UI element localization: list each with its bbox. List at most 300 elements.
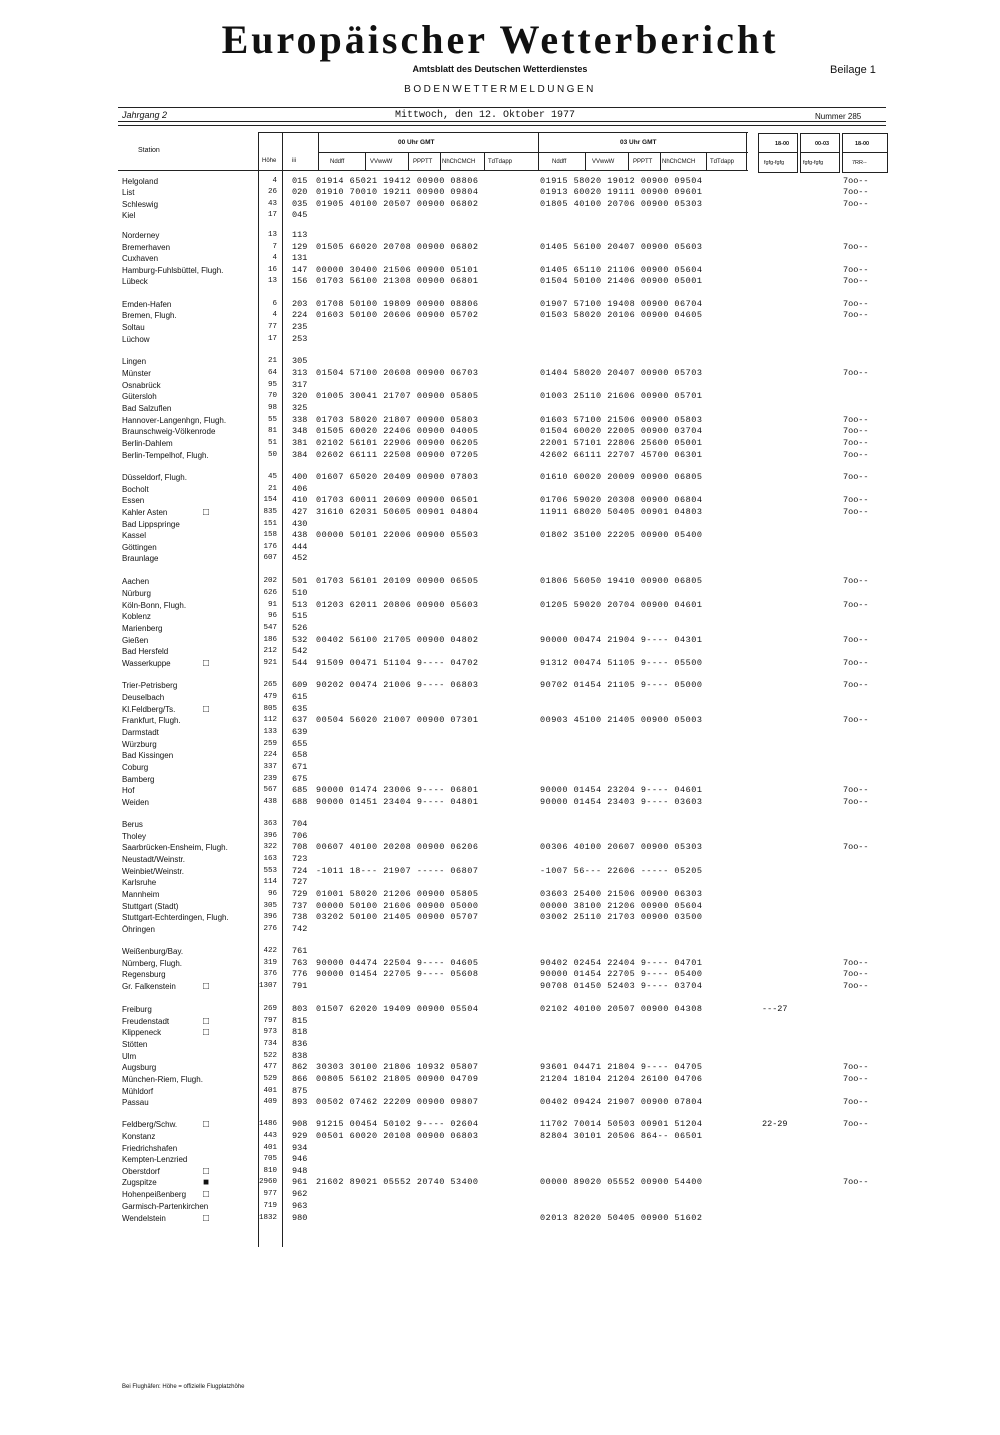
cell-g0: 00000 50101 22006 00900 05503 — [316, 530, 479, 540]
cell-iii: 815 — [292, 1016, 308, 1026]
cell-iii: 452 — [292, 553, 308, 563]
col-sep-g0 — [318, 132, 319, 170]
table-row — [0, 1143, 1000, 1154]
cell-sq: □ — [203, 1027, 210, 1038]
cell-iii: 313 — [292, 368, 308, 378]
table-row — [0, 380, 1000, 391]
cell-station: Stuttgart-Echterdingen, Flugh. — [122, 913, 229, 922]
cell-g0: 01905 40100 20507 00900 06802 — [316, 199, 479, 209]
cell-hoehe: 422 — [263, 947, 277, 955]
cell-station: Weinbiet/Weinstr. — [122, 867, 184, 876]
cell-hoehe: 1486 — [258, 1120, 277, 1128]
x3-bot-header: 7RR-- — [852, 160, 867, 166]
cell-g0: 01001 58020 21206 00900 05805 — [316, 889, 479, 899]
cell-g3: 00000 38100 21206 00900 05604 — [540, 901, 703, 911]
table-row — [0, 1213, 1000, 1224]
cell-station: Bad Lippspringe — [122, 520, 180, 529]
cell-iii: 410 — [292, 495, 308, 505]
cell-iii: 946 — [292, 1154, 308, 1164]
cell-hoehe: 607 — [263, 554, 277, 562]
cell-g3: 90000 01454 23204 9---- 04601 — [540, 785, 703, 795]
cell-hoehe: 479 — [263, 693, 277, 701]
cell-hoehe: 276 — [263, 925, 277, 933]
cell-iii: 510 — [292, 588, 308, 598]
x1-header-box — [758, 133, 798, 173]
cell-hoehe: 529 — [263, 1075, 277, 1083]
date-label: Mittwoch, den 12. Oktober 1977 — [395, 110, 576, 121]
cell-iii: 708 — [292, 842, 308, 852]
cell-station: Braunschweig-Völkenrode — [122, 427, 216, 436]
td-header-03: TdTdapp — [710, 159, 735, 165]
cell-station: Coburg — [122, 763, 149, 772]
cell-g3: 01802 35100 22205 00900 05400 — [540, 530, 703, 540]
x2-top-header: 00-03 — [815, 141, 830, 147]
table-row — [0, 426, 1000, 437]
cell-x3: 7oo-- — [843, 187, 869, 197]
cell-hoehe: 50 — [267, 451, 277, 459]
cell-g3: 21204 18104 21204 26100 04706 — [540, 1074, 703, 1084]
cell-station: Gr. Falkenstein — [122, 982, 176, 991]
cell-hoehe: 4 — [272, 177, 277, 185]
cell-g0: 00805 56102 21805 00900 04709 — [316, 1074, 479, 1084]
cell-iii: 224 — [292, 310, 308, 320]
col-sep-g3 — [538, 132, 539, 170]
cell-hoehe: 158 — [263, 531, 277, 539]
table-row — [0, 842, 1000, 853]
cell-g0: 01910 70010 19211 00900 09804 — [316, 187, 479, 197]
cell-g0: 01703 56101 20109 00900 06505 — [316, 576, 479, 586]
cell-iii: 615 — [292, 692, 308, 702]
jahrgang-label: Jahrgang 2 — [122, 110, 168, 120]
cell-x3: 7oo-- — [843, 242, 869, 252]
cell-iii: 406 — [292, 484, 308, 494]
cell-station: Ulm — [122, 1052, 137, 1061]
table-row — [0, 1154, 1000, 1165]
cell-x3: 7oo-- — [843, 176, 869, 186]
table-row — [0, 415, 1000, 426]
cell-hoehe: 973 — [263, 1028, 277, 1036]
cell-x3: 7oo-- — [843, 1119, 869, 1129]
subtitle: Amtsblatt des Deutschen Wetterdienstes — [412, 64, 588, 74]
cell-hoehe: 133 — [263, 728, 277, 736]
cell-hoehe: 337 — [263, 763, 277, 771]
table-row — [0, 831, 1000, 842]
cell-g3: 03002 25110 21703 00900 03500 — [540, 912, 703, 922]
cell-iii: 532 — [292, 635, 308, 645]
cell-x3: 7oo-- — [843, 276, 869, 286]
table-row — [0, 542, 1000, 553]
section-title: BODENWETTERMELDUNGEN — [404, 84, 596, 95]
header-line-top — [258, 132, 748, 133]
cell-station: Bad Kissingen — [122, 751, 174, 760]
cell-station: Hof — [122, 786, 135, 795]
cell-x1: 22-29 — [762, 1119, 788, 1129]
table-row — [0, 495, 1000, 506]
table-row — [0, 403, 1000, 414]
cell-g0: -1011 18--- 21907 ----- 06807 — [316, 866, 479, 876]
cell-hoehe: 719 — [263, 1202, 277, 1210]
station-header: Station — [138, 147, 160, 154]
cell-station: Oberstdorf — [122, 1167, 160, 1176]
cell-hoehe: 409 — [263, 1098, 277, 1106]
cell-station: Braunlage — [122, 554, 159, 563]
cell-iii: 542 — [292, 646, 308, 656]
table-row — [0, 1039, 1000, 1050]
cell-iii: 348 — [292, 426, 308, 436]
cell-g3: 01003 25110 21606 00900 05701 — [540, 391, 703, 401]
cell-hoehe: 186 — [263, 636, 277, 644]
cell-x3: 7oo-- — [843, 507, 869, 517]
cell-station: Regensburg — [122, 970, 166, 979]
cell-g3: 01805 40100 20706 00900 05303 — [540, 199, 703, 209]
cell-g0: 00402 56100 21705 00900 04802 — [316, 635, 479, 645]
cell-hoehe: 163 — [263, 855, 277, 863]
cell-hoehe: 363 — [263, 820, 277, 828]
cell-sq: □ — [203, 1016, 210, 1027]
table-row — [0, 1119, 1000, 1130]
nddff-header-00: Nddff — [330, 159, 345, 165]
sub-sep-8 — [706, 152, 707, 170]
cell-iii: 688 — [292, 797, 308, 807]
table-row — [0, 680, 1000, 691]
cell-hoehe: 21 — [267, 485, 277, 493]
cell-hoehe: 477 — [263, 1063, 277, 1071]
cell-iii: 729 — [292, 889, 308, 899]
cell-station: Saarbrücken-Ensheim, Flugh. — [122, 843, 228, 852]
x3-header-box — [842, 133, 888, 173]
cell-station: Berlin-Dahlem — [122, 439, 173, 448]
table-row — [0, 704, 1000, 715]
cell-g3: 00402 09424 21907 00900 07804 — [540, 1097, 703, 1107]
cell-x3: 7oo-- — [843, 842, 869, 852]
cell-iii: 727 — [292, 877, 308, 887]
cell-station: Freiburg — [122, 1005, 152, 1014]
cell-station: Berlin-Tempelhof, Flugh. — [122, 451, 209, 460]
cell-hoehe: 977 — [263, 1190, 277, 1198]
cell-sq: ■ — [203, 1177, 210, 1188]
cell-iii: 156 — [292, 276, 308, 286]
cell-hoehe: 26 — [267, 188, 277, 196]
cell-hoehe: 98 — [267, 404, 277, 412]
cell-x1: ---27 — [762, 1004, 788, 1014]
cell-station: Kl.Feldberg/Ts. — [122, 705, 176, 714]
vvwww-header-03: VVwwW — [592, 159, 615, 165]
cell-station: Tholey — [122, 832, 147, 841]
hoehe-header: Höhe — [262, 158, 277, 164]
cell-station: Bocholt — [122, 485, 149, 494]
cell-iii: 791 — [292, 981, 308, 991]
cell-station: Trier-Petrisberg — [122, 681, 178, 690]
cell-hoehe: 55 — [267, 416, 277, 424]
cell-station: Osnabrück — [122, 381, 161, 390]
table-row — [0, 1027, 1000, 1038]
cell-iii: 637 — [292, 715, 308, 725]
table-row — [0, 1097, 1000, 1108]
cell-g3: 90708 01450 52403 9---- 03704 — [540, 981, 703, 991]
table-row — [0, 739, 1000, 750]
table-row — [0, 187, 1000, 198]
cell-iii: 131 — [292, 253, 308, 263]
table-row — [0, 924, 1000, 935]
cell-hoehe: 705 — [263, 1155, 277, 1163]
cell-iii: 961 — [292, 1177, 308, 1187]
cell-g0: 01505 66020 20708 00900 06802 — [316, 242, 479, 252]
cell-x3: 7oo-- — [843, 450, 869, 460]
table-row — [0, 762, 1000, 773]
sub-sep-6 — [628, 152, 629, 170]
cell-g3: 82804 30101 20506 864-- 06501 — [540, 1131, 703, 1141]
cell-g0: 01203 62011 20806 00900 05603 — [316, 600, 479, 610]
cell-iii: 253 — [292, 334, 308, 344]
cell-iii: 706 — [292, 831, 308, 841]
cell-iii: 704 — [292, 819, 308, 829]
x3-header-split — [842, 152, 888, 153]
cell-station: Wendelstein — [122, 1214, 166, 1223]
table-row — [0, 727, 1000, 738]
cell-iii: 838 — [292, 1051, 308, 1061]
table-row — [0, 1166, 1000, 1177]
cell-iii: 400 — [292, 472, 308, 482]
cell-iii: 129 — [292, 242, 308, 252]
table-row — [0, 646, 1000, 657]
cell-x3: 7oo-- — [843, 265, 869, 275]
cell-sq: □ — [203, 704, 210, 715]
cell-station: Hannover-Langenhgn, Flugh. — [122, 416, 227, 425]
cell-g3: 03603 25400 21506 00900 06303 — [540, 889, 703, 899]
table-row — [0, 484, 1000, 495]
cell-hoehe: 265 — [263, 681, 277, 689]
cell-iii: 738 — [292, 912, 308, 922]
cell-x3: 7oo-- — [843, 472, 869, 482]
cell-station: Mannheim — [122, 890, 160, 899]
cell-hoehe: 81 — [267, 427, 277, 435]
cell-x3: 7oo-- — [843, 658, 869, 668]
cell-station: Köln-Bonn, Flugh. — [122, 601, 187, 610]
cell-g3: 22001 57101 22806 25600 05001 — [540, 438, 703, 448]
cell-g3: 11702 70014 50503 00901 51204 — [540, 1119, 703, 1129]
cell-station: Darmstadt — [122, 728, 159, 737]
cell-iii: 635 — [292, 704, 308, 714]
cell-station: Hohenpeißenberg — [122, 1190, 187, 1199]
cell-hoehe: 805 — [263, 705, 277, 713]
cell-station: Weiden — [122, 798, 149, 807]
cell-station: Frankfurt, Flugh. — [122, 716, 181, 725]
cell-hoehe: 269 — [263, 1005, 277, 1013]
cell-station: Bamberg — [122, 775, 155, 784]
cell-hoehe: 4 — [272, 254, 277, 262]
cell-sq: □ — [203, 1166, 210, 1177]
cell-hoehe: 114 — [263, 878, 277, 886]
cell-hoehe: 96 — [267, 890, 277, 898]
cell-hoehe: 438 — [263, 798, 277, 806]
cell-x3: 7oo-- — [843, 715, 869, 725]
cell-g3: 01205 59020 20704 00900 04601 — [540, 600, 703, 610]
cell-iii: 948 — [292, 1166, 308, 1176]
cell-hoehe: 239 — [263, 775, 277, 783]
cell-hoehe: 835 — [263, 508, 277, 516]
header-line-bot — [118, 170, 748, 171]
cell-g3: 90000 01454 22705 9---- 05400 — [540, 969, 703, 979]
cell-iii: 430 — [292, 519, 308, 529]
x1-header-split — [758, 152, 798, 153]
cell-station: Feldberg/Schw. — [122, 1120, 178, 1129]
table-row — [0, 1177, 1000, 1188]
cell-hoehe: 16 — [267, 266, 277, 274]
table-row — [0, 199, 1000, 210]
cell-g0: 00504 56020 21007 00900 07301 — [316, 715, 479, 725]
table-row — [0, 438, 1000, 449]
cell-g0: 30303 30100 21806 10932 05807 — [316, 1062, 479, 1072]
cell-station: Bad Salzuflen — [122, 404, 172, 413]
rule-header — [118, 125, 886, 126]
cell-iii: 427 — [292, 507, 308, 517]
cell-g0: 01914 65021 19412 00900 08806 — [316, 176, 479, 186]
cell-iii: 980 — [292, 1213, 308, 1223]
x1-top-header: 18-00 — [775, 141, 790, 147]
table-row — [0, 658, 1000, 669]
cell-x3: 7oo-- — [843, 1177, 869, 1187]
cell-x3: 7oo-- — [843, 495, 869, 505]
cell-hoehe: 396 — [263, 832, 277, 840]
cell-station: Kahler Asten — [122, 508, 168, 517]
cell-hoehe: 1307 — [258, 982, 277, 990]
cell-hoehe: 64 — [267, 369, 277, 377]
cell-iii: 147 — [292, 265, 308, 275]
cell-iii: 671 — [292, 762, 308, 772]
cell-g0: 00501 60020 20108 00900 06803 — [316, 1131, 479, 1141]
table-row — [0, 866, 1000, 877]
cell-x3: 7oo-- — [843, 680, 869, 690]
table-row — [0, 322, 1000, 333]
cell-sq: □ — [203, 1119, 210, 1130]
cell-iii: 045 — [292, 210, 308, 220]
cell-iii: 893 — [292, 1097, 308, 1107]
table-row — [0, 553, 1000, 564]
cell-g3: 11911 68020 50405 00901 04803 — [540, 507, 703, 517]
cell-x3: 7oo-- — [843, 438, 869, 448]
cell-hoehe: 6 — [272, 300, 277, 308]
cell-station: Aachen — [122, 577, 150, 586]
cell-iii: 866 — [292, 1074, 308, 1084]
cell-g3: -1007 56--- 22606 ----- 05205 — [540, 866, 703, 876]
cell-hoehe: 13 — [267, 277, 277, 285]
beilage-label: Beilage 1 — [830, 64, 876, 76]
cell-station: Nürnberg, Flugh. — [122, 959, 183, 968]
cell-g0: 01603 50100 20606 00900 05702 — [316, 310, 479, 320]
group03-header: 03 Uhr GMT — [620, 139, 657, 146]
table-row — [0, 877, 1000, 888]
cell-hoehe: 443 — [263, 1132, 277, 1140]
table-row — [0, 1004, 1000, 1015]
cell-g0: 31610 62031 50605 00901 04804 — [316, 507, 479, 517]
cell-g0: 01505 60020 22406 00900 04005 — [316, 426, 479, 436]
cell-iii: 763 — [292, 958, 308, 968]
cell-g3: 01913 60020 19111 00900 09601 — [540, 187, 703, 197]
table-row — [0, 946, 1000, 957]
cell-g0: 90202 00474 21006 9---- 06803 — [316, 680, 479, 690]
nh-header-03: NhChCMCH — [662, 159, 696, 165]
table-row — [0, 1051, 1000, 1062]
cell-hoehe: 151 — [263, 520, 277, 528]
sub-sep-3 — [440, 152, 441, 170]
cell-hoehe: 95 — [267, 381, 277, 389]
cell-iii: 723 — [292, 854, 308, 864]
cell-iii: 515 — [292, 611, 308, 621]
cell-hoehe: 797 — [263, 1017, 277, 1025]
sub-sep-7 — [660, 152, 661, 170]
cell-station: Freudenstadt — [122, 1017, 170, 1026]
nummer-label: Nummer 285 — [815, 112, 862, 121]
cell-station: Koblenz — [122, 612, 151, 621]
cell-sq: □ — [203, 507, 210, 518]
cell-iii: 963 — [292, 1201, 308, 1211]
cell-g0: 91509 00471 51104 9---- 04702 — [316, 658, 479, 668]
vvwww-header-00: VVwwW — [370, 159, 393, 165]
cell-g3: 01503 58020 20106 00900 04605 — [540, 310, 703, 320]
cell-station: Norderney — [122, 231, 160, 240]
cell-station: Friedrichshafen — [122, 1144, 178, 1153]
cell-hoehe: 45 — [267, 473, 277, 481]
table-row — [0, 576, 1000, 587]
cell-station: Bad Hersfeld — [122, 647, 169, 656]
table-row — [0, 450, 1000, 461]
cell-station: Stötten — [122, 1040, 148, 1049]
cell-station: Bremerhaven — [122, 243, 171, 252]
cell-iii: 513 — [292, 600, 308, 610]
cell-g3: 02102 40100 20507 00900 04308 — [540, 1004, 703, 1014]
cell-g3: 42602 66111 22707 45700 06301 — [540, 450, 703, 460]
table-row — [0, 785, 1000, 796]
cell-hoehe: 567 — [263, 786, 277, 794]
cell-g0: 90000 01454 22705 9---- 05608 — [316, 969, 479, 979]
cell-g3: 01504 60020 22005 00900 03704 — [540, 426, 703, 436]
cell-g0: 02102 56101 22906 00900 06205 — [316, 438, 479, 448]
table-row — [0, 265, 1000, 276]
cell-g3: 90402 02454 22404 9---- 04701 — [540, 958, 703, 968]
cell-iii: 320 — [292, 391, 308, 401]
cell-hoehe: 112 — [263, 716, 277, 724]
table-row — [0, 750, 1000, 761]
cell-g0: 01607 65020 20409 00900 07803 — [316, 472, 479, 482]
cell-g0: 90000 04474 22504 9---- 04605 — [316, 958, 479, 968]
cell-hoehe: 522 — [263, 1052, 277, 1060]
cell-x3: 7oo-- — [843, 415, 869, 425]
table-row — [0, 230, 1000, 241]
cell-iii: 501 — [292, 576, 308, 586]
cell-station: Kiel — [122, 211, 136, 220]
cell-hoehe: 43 — [267, 200, 277, 208]
cell-iii: 685 — [292, 785, 308, 795]
x2-header-box — [800, 133, 840, 173]
cell-g0: 90000 01451 23404 9---- 04801 — [316, 797, 479, 807]
col-sep-end — [746, 132, 747, 170]
table-row — [0, 368, 1000, 379]
x3-top-header: 18-00 — [855, 141, 870, 147]
cell-g0: 02602 66111 22508 00900 07205 — [316, 450, 479, 460]
cell-station: Hamburg-Fuhlsbüttel, Flugh. — [122, 266, 224, 275]
cell-hoehe: 77 — [267, 323, 277, 331]
cell-iii: 235 — [292, 322, 308, 332]
cell-g0: 21602 89021 05552 20740 53400 — [316, 1177, 479, 1187]
cell-hoehe: 17 — [267, 335, 277, 343]
cell-x3: 7oo-- — [843, 797, 869, 807]
td-header-00: TdTdapp — [488, 159, 513, 165]
cell-station: Karlsruhe — [122, 878, 157, 887]
table-row — [0, 356, 1000, 367]
table-row — [0, 797, 1000, 808]
cell-hoehe: 7 — [272, 243, 277, 251]
cell-g0: 01703 58020 21807 00900 05803 — [316, 415, 479, 425]
